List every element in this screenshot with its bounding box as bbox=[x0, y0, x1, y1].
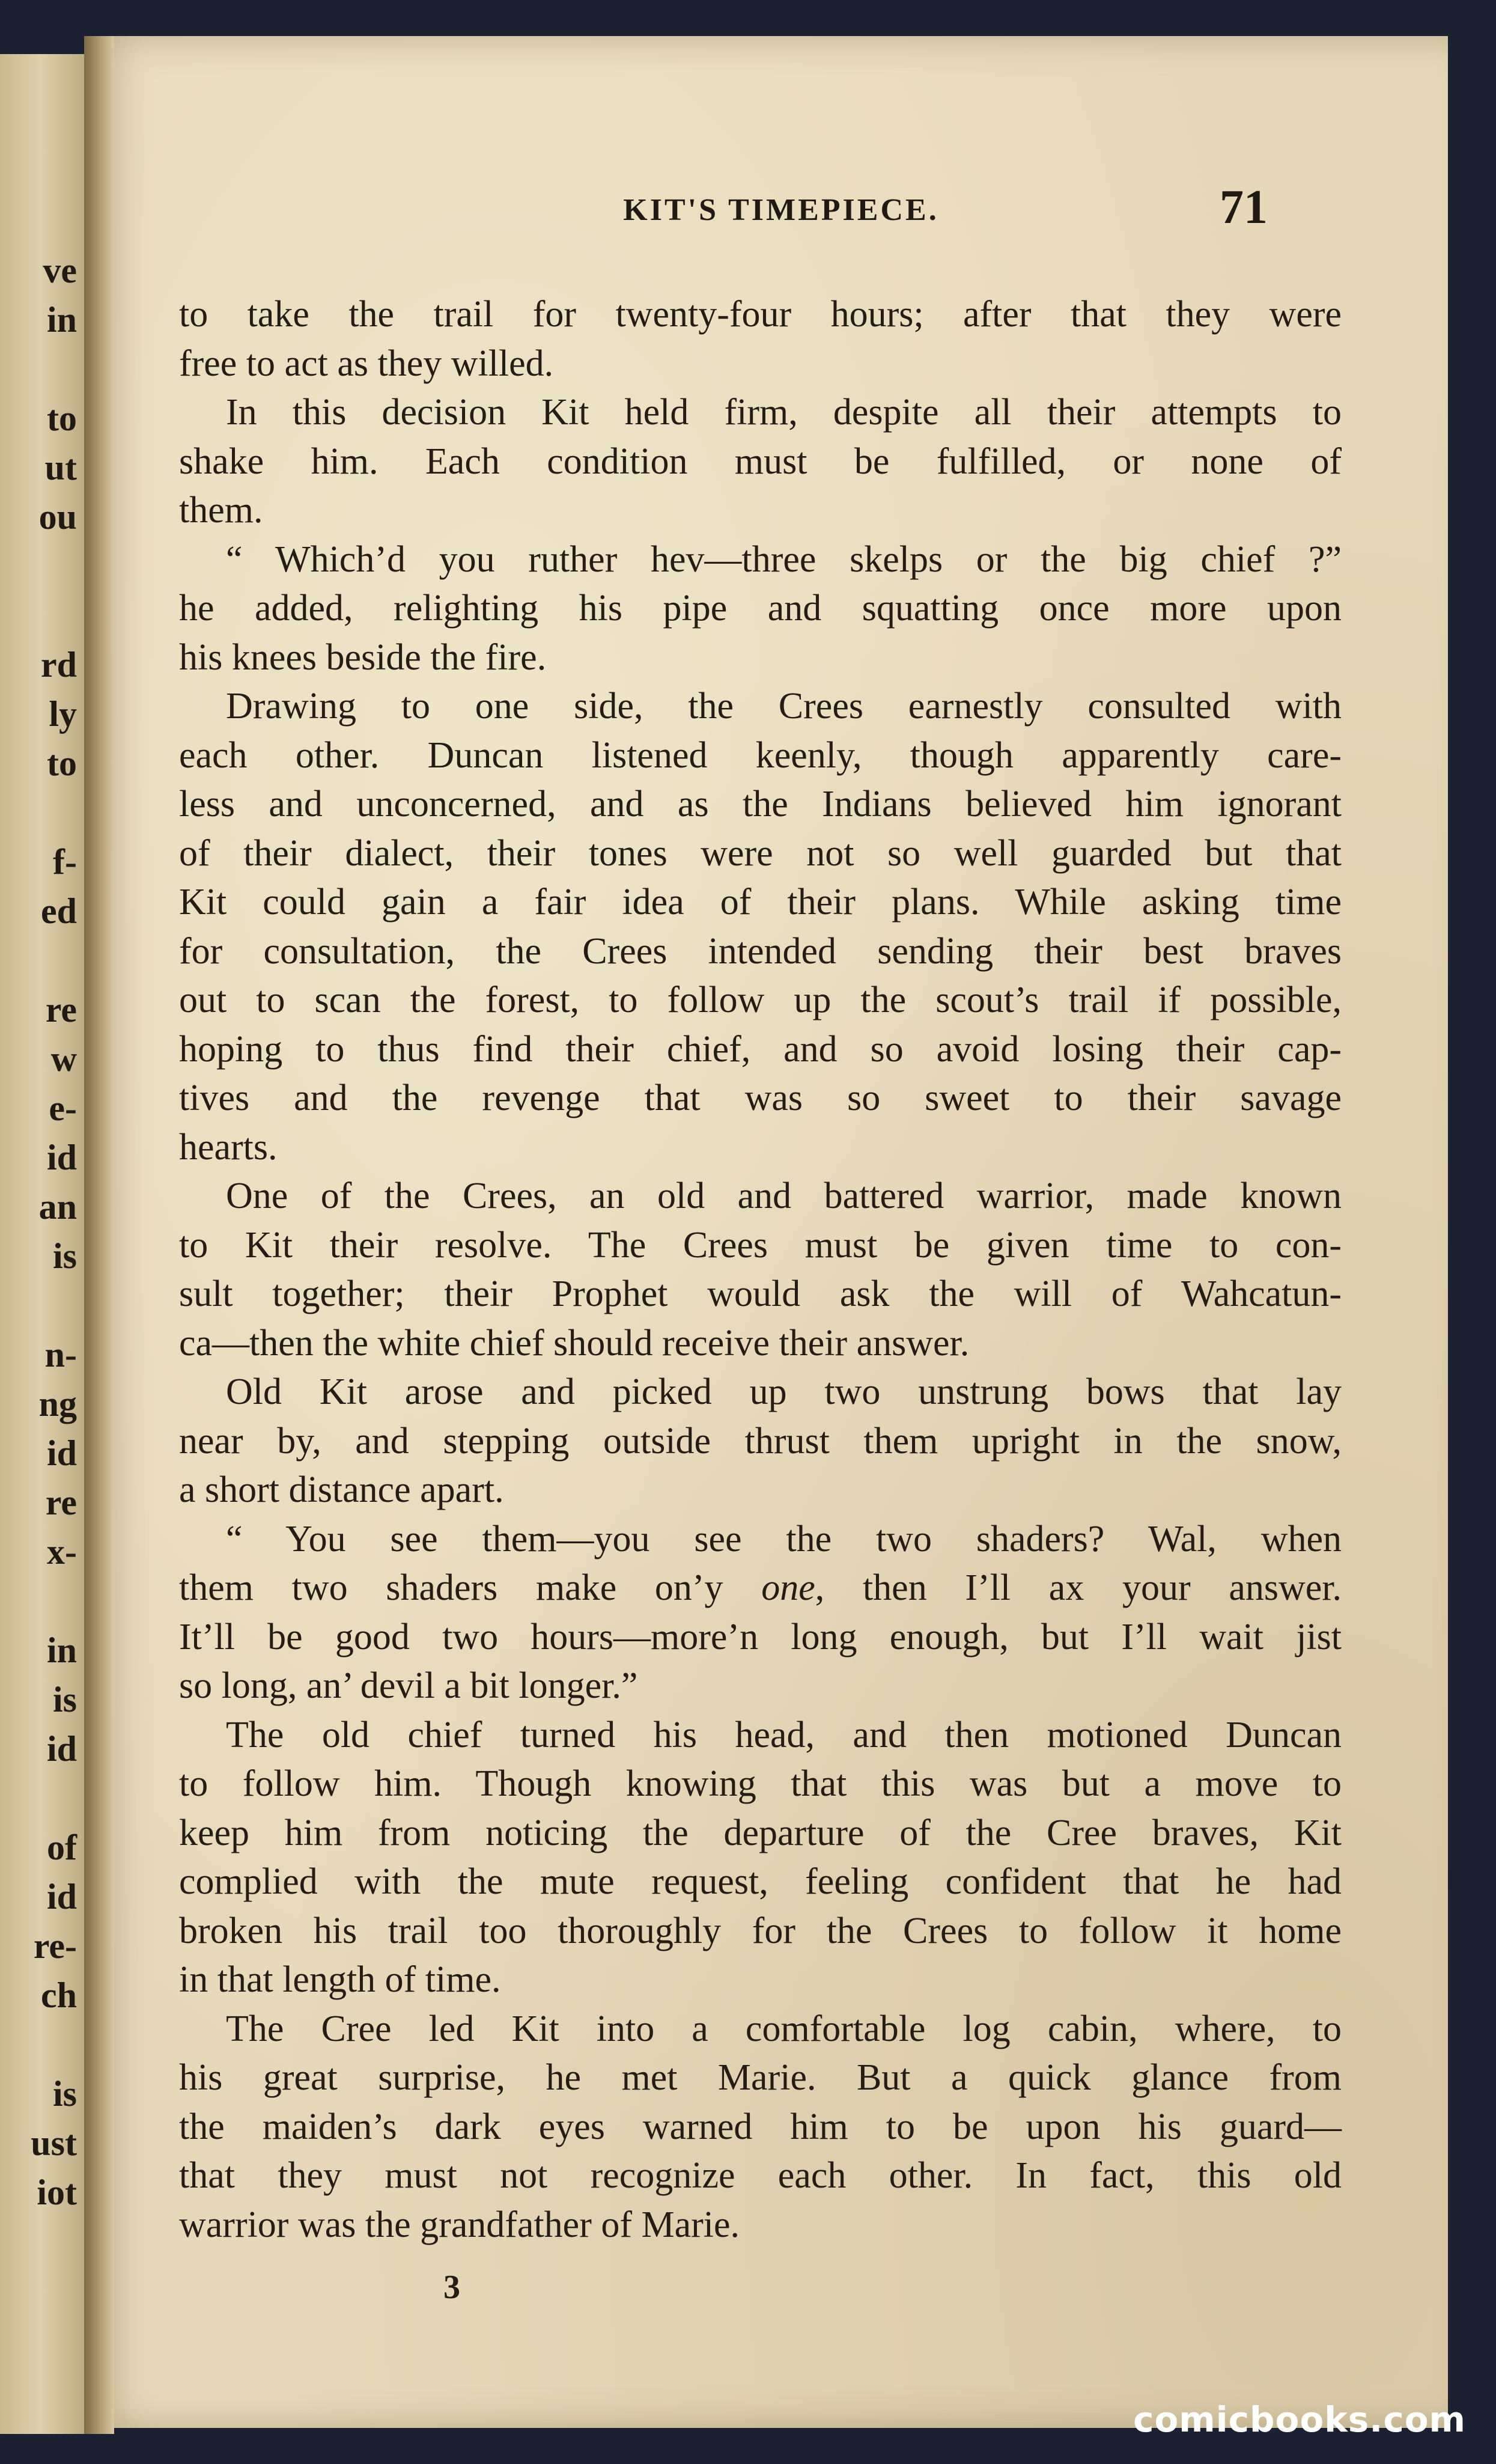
text-line: that they must not recognize each other. In fact, this old bbox=[179, 2155, 1342, 2196]
text-line: a short distance apart. bbox=[179, 1469, 504, 1510]
site-watermark: comicbooks.com bbox=[1133, 2399, 1466, 2440]
text-line: his great surprise, he met Marie. But a quick glance from bbox=[179, 2057, 1342, 2098]
text-line: the maiden’s dark eyes warned him to be upon his guard— bbox=[179, 2106, 1342, 2147]
text-line: free to act as they willed. bbox=[179, 343, 554, 384]
text-line: hearts. bbox=[179, 1126, 278, 1168]
previous-page-fragment: re bbox=[45, 990, 77, 1029]
text-line: warrior was the grandfather of Marie. bbox=[179, 2204, 740, 2245]
text-line: less and unconcerned, and as the Indians believed him ignorant bbox=[179, 784, 1342, 825]
text-line: to take the trail for twenty-four hours; after that they were bbox=[179, 294, 1342, 335]
page-number: 71 bbox=[1220, 181, 1268, 234]
previous-page-fragment: f- bbox=[53, 842, 77, 882]
previous-page-fragment: in bbox=[46, 300, 77, 340]
previous-page-fragment: to bbox=[47, 398, 77, 438]
text-line: Drawing to one side, the Crees earnestly consulted with bbox=[226, 686, 1342, 727]
text-line: in that length of time. bbox=[179, 1959, 501, 2000]
previous-page-fragment: rd bbox=[41, 645, 77, 685]
previous-page-fragment: ch bbox=[41, 1975, 77, 2015]
text-line: In this decision Kit held firm, despite all their attempts to bbox=[226, 392, 1342, 433]
text-line: them two shaders make on’y one, then I’ll ax your answer. bbox=[179, 1567, 1342, 1608]
text-line: “ You see them—you see the two shaders? Wal, when bbox=[226, 1518, 1342, 1560]
previous-page-fragment: in bbox=[46, 1630, 77, 1670]
previous-page-fragment: ve bbox=[43, 251, 77, 290]
previous-page-fragment: id bbox=[46, 1729, 77, 1769]
previous-page-fragment: ust bbox=[31, 2123, 77, 2163]
previous-page-fragment: ly bbox=[49, 694, 77, 734]
text-line: broken his trail too thoroughly for the Crees to follow it home bbox=[179, 1910, 1342, 1951]
previous-page-fragment: id bbox=[46, 1138, 77, 1177]
previous-page-fragment: n- bbox=[44, 1335, 77, 1374]
text-line: “ Which’d you ruther hev—three skelps or the big chief ?” bbox=[226, 538, 1342, 580]
previous-page-fragment: of bbox=[47, 1828, 77, 1867]
text-line: It’ll be good two hours—more’n long enough, but I’ll wait jist bbox=[179, 1616, 1342, 1657]
previous-page-fragment: id bbox=[46, 1877, 77, 1917]
text-line: ca—then the white chief should receive their answer. bbox=[179, 1322, 970, 1364]
previous-page-fragment: is bbox=[52, 2074, 77, 2114]
text-line: The old chief turned his head, and then motioned Duncan bbox=[226, 1714, 1342, 1755]
previous-page-fragment: x- bbox=[47, 1532, 77, 1572]
text-line: One of the Crees, an old and battered warrior, made known bbox=[226, 1176, 1342, 1216]
text-line: out to scan the forest, to follow up the scout’s trail if possible, bbox=[179, 980, 1342, 1020]
previous-page-fragment: to bbox=[47, 743, 77, 783]
previous-page-fragment: id bbox=[46, 1433, 77, 1473]
previous-page-fragment: ed bbox=[41, 891, 77, 931]
previous-page-fragment: w bbox=[50, 1039, 77, 1079]
text-line: to Kit their resolve. The Crees must be given time to con- bbox=[179, 1224, 1342, 1266]
text-line: near by, and stepping outside thrust them upright in the snow, bbox=[179, 1420, 1342, 1462]
text-line: complied with the mute request, feeling confident that he had bbox=[179, 1861, 1342, 1902]
signature-mark-text: 3 bbox=[443, 2269, 460, 2306]
running-head: KIT'S TIMEPIECE. bbox=[623, 193, 939, 227]
previous-page-edge bbox=[0, 54, 90, 2434]
text-line: shake him. Each condition must be fulfilled, or none of bbox=[179, 441, 1342, 482]
text-line: for consultation, the Crees intended sending their best braves bbox=[179, 930, 1342, 972]
previous-page-fragment: re- bbox=[33, 1926, 77, 1966]
previous-page-fragment: is bbox=[52, 1680, 77, 1719]
text-line: to follow him. Though knowing that this was but a move to bbox=[179, 1763, 1342, 1804]
previous-page-fragment: ng bbox=[38, 1384, 77, 1424]
body-text bbox=[90, 36, 1448, 2428]
previous-page-fragment: ou bbox=[38, 497, 77, 537]
previous-page-fragment: e- bbox=[49, 1088, 77, 1128]
previous-page-fragment: an bbox=[38, 1187, 77, 1227]
text-line: so long, an’ devil a bit longer.” bbox=[179, 1665, 638, 1706]
text-line: The Cree led Kit into a comfortable log cabin, where, to bbox=[226, 2008, 1342, 2049]
text-line: tives and the revenge that was so sweet to their savage bbox=[179, 1078, 1342, 1118]
text-line: keep him from noticing the departure of the Cree braves, Kit bbox=[179, 1812, 1342, 1853]
previous-page-fragment: ut bbox=[44, 448, 77, 487]
book-gutter bbox=[84, 36, 114, 2434]
previous-page-fragment: iot bbox=[37, 2173, 77, 2212]
text-line: them. bbox=[179, 490, 263, 531]
text-line: hoping to thus find their chief, and so avoid losing their cap- bbox=[179, 1028, 1342, 1070]
text-line: sult together; their Prophet would ask the will of Wahcatun- bbox=[179, 1273, 1342, 1314]
text-line: Kit could gain a fair idea of their plans. While asking time bbox=[179, 882, 1342, 922]
text-line: each other. Duncan listened keenly, though apparently care- bbox=[179, 734, 1342, 776]
previous-page-fragment: re bbox=[45, 1483, 77, 1522]
text-line: of their dialect, their tones were not so well guarded but that bbox=[179, 832, 1342, 874]
text-line: he added, relighting his pipe and squatting once more upon bbox=[179, 588, 1342, 629]
book-page bbox=[90, 36, 1448, 2428]
text-line: his knees beside the fire. bbox=[179, 636, 547, 678]
text-line: Old Kit arose and picked up two unstrung bows that lay bbox=[226, 1371, 1342, 1412]
previous-page-fragment: is bbox=[52, 1236, 77, 1276]
